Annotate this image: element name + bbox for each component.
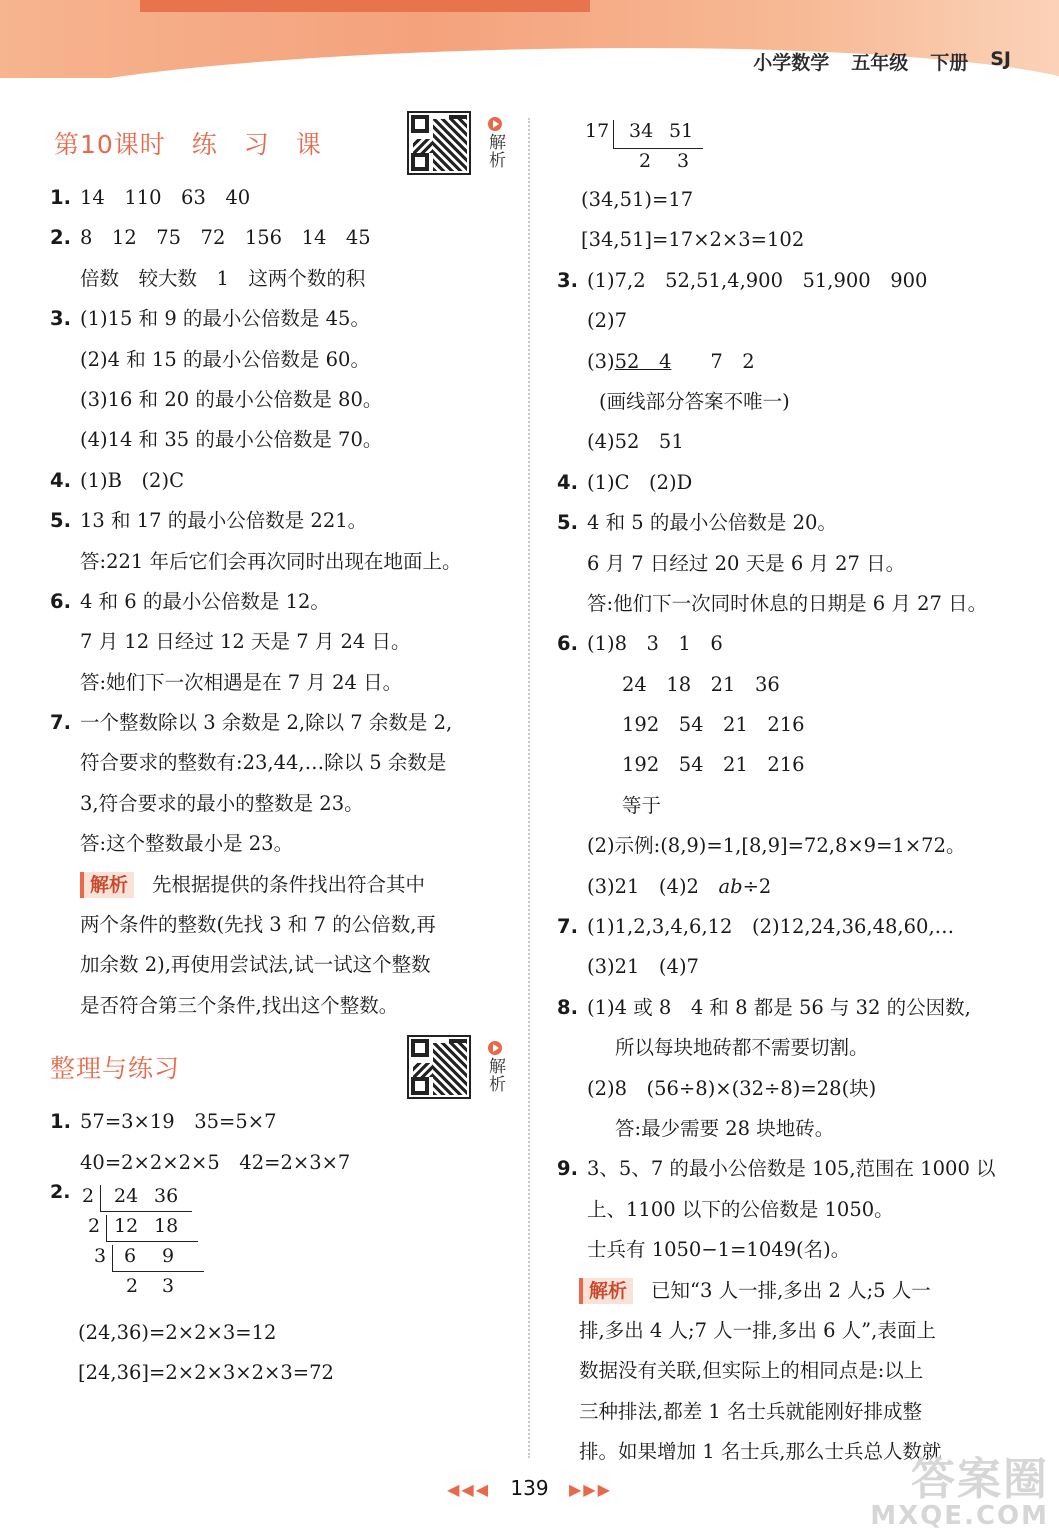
- answer-r6-d: 192 54 21 216: [622, 753, 805, 777]
- review-2-gcd: (24,36)=2×2×3=12: [78, 1320, 277, 1344]
- lcm-34-51: [34,51]=17×2×3=102: [581, 228, 805, 252]
- answer-r6-e: 等于: [622, 793, 662, 817]
- qr-analysis-link-2[interactable]: [407, 1035, 515, 1099]
- answer-r6-g: (3)21 (4)2 ab÷2: [587, 874, 772, 898]
- answer-7-c: 3,符合要求的最小的整数是 23。: [80, 791, 364, 815]
- right-arrows-icon: ▶▶▶: [568, 1480, 612, 1499]
- answer-r3-b: (2)7: [587, 309, 628, 333]
- review-1: 1. 57=3×19 35=5×7: [50, 1110, 277, 1134]
- answer-r3-note: (画线部分答案不唯一): [599, 389, 790, 413]
- answer-r9: 9. 3、5、7 的最小公倍数是 105,范围在 1000 以: [557, 1157, 996, 1181]
- analysis-7: 解析 先根据提供的条件找出符合其中: [50, 865, 515, 905]
- analysis-7-c: 加余数 2),再使用尝试法,试一试这个整数: [80, 953, 431, 977]
- answer-5-b: 答:221 年后它们会再次同时出现在地面上。: [80, 549, 462, 573]
- short-division-24-36: 2. 2 24 36 2 12 18 3 6 9 2 3: [50, 1183, 515, 1313]
- watermark: [870, 1454, 1049, 1531]
- review-1-b: 40=2×2×2×5 42=2×3×7: [80, 1150, 351, 1174]
- answer-r7-b: (3)21 (4)7: [587, 955, 699, 979]
- answer-r9-c: 士兵有 1050−1=1049(名)。: [587, 1238, 851, 1262]
- answer-6: 6. 4 和 6 的最小公倍数是 12。: [50, 589, 330, 613]
- answer-r6-f: (2)示例:(8,9)=1,[8,9]=72,8×9=1×72。: [587, 834, 966, 858]
- answer-2: 2. 8 12 75 72 156 14 45: [50, 226, 371, 250]
- section-2-title: 整理与练习: [50, 1054, 181, 1084]
- analysis-tag: 解析: [579, 1278, 633, 1304]
- answer-3-c: (3)16 和 20 的最小公倍数是 80。: [80, 387, 383, 411]
- answer-5: 5. 13 和 17 的最小公倍数是 221。: [50, 509, 368, 533]
- play-icon: [488, 117, 502, 131]
- page-number: 139: [510, 1476, 549, 1500]
- analysis-9-e: 排。如果增加 1 名士兵,那么士兵总人数就: [579, 1440, 942, 1464]
- answer-r3: 3. (1)7,2 52,51,4,900 51,900 900: [557, 268, 928, 292]
- analysis-9: 解析 已知“3 人一排,多出 2 人;5 人一: [557, 1271, 1017, 1311]
- answer-r6-b: 24 18 21 36: [622, 672, 780, 696]
- gcd-34-51: (34,51)=17: [581, 188, 694, 211]
- banner-accent: [140, 0, 590, 12]
- analysis-9-b: 排,多出 4 人;7 人一排,多出 6 人”,表面上: [579, 1318, 936, 1342]
- lesson-title: 第10课时 练 习 课: [54, 130, 322, 159]
- answer-r8-b: 所以每块地砖都不需要切割。: [615, 1036, 869, 1060]
- analysis-7-d: 是否符合第三个条件,找出这个整数。: [80, 993, 399, 1017]
- play-icon: [488, 1041, 502, 1055]
- section-2-header: [50, 1032, 515, 1102]
- subject: 小学数学: [753, 52, 830, 74]
- qr-label: 解析: [485, 133, 505, 169]
- answer-3-d: (4)14 和 35 的最小公倍数是 70。: [80, 428, 383, 452]
- analysis-9-c: 数据没有关联,但实际上的相同点是:以上: [579, 1359, 924, 1383]
- answer-6-b: 7 月 12 日经过 12 天是 7 月 24 日。: [80, 630, 411, 654]
- answer-4: 4. (1)B (2)C: [50, 468, 184, 492]
- qr-analysis-link[interactable]: [407, 111, 515, 175]
- qr-label: 解析: [485, 1057, 505, 1094]
- answer-r3-c: (3)52 4 7 2: [587, 349, 755, 373]
- qr-code-icon[interactable]: [407, 111, 471, 175]
- answer-r7: 7. (1)1,2,3,4,6,12 (2)12,24,36,48,60,…: [557, 915, 955, 939]
- watermark-text: 答案圈: [911, 1454, 1049, 1505]
- answer-r8-c: (2)8 (56÷8)×(32÷8)=28(块): [587, 1076, 877, 1100]
- watermark-url: MXQE.COM: [870, 1501, 1049, 1531]
- answer-3: 3. (1)15 和 9 的最小公倍数是 45。: [50, 307, 370, 331]
- answer-r5-c: 答:他们下一次同时休息的日期是 6 月 27 日。: [587, 591, 988, 615]
- book-info: [753, 48, 1011, 75]
- answer-r3-e: (4)52 51: [587, 430, 684, 454]
- answer-r4: 4. (1)C (2)D: [557, 470, 693, 494]
- answer-r6-c: 192 54 21 216: [622, 713, 805, 737]
- answer-1: 1. 14 110 63 40: [50, 186, 251, 209]
- volume: 下册: [930, 52, 969, 74]
- analysis-tag: 解析: [80, 872, 134, 898]
- answer-r8: 8. (1)4 或 8 4 和 8 都是 56 与 32 的公因数,: [557, 995, 971, 1019]
- column-divider: [528, 118, 530, 1458]
- answer-7-b: 符合要求的整数有:23,44,…除以 5 余数是: [80, 751, 447, 775]
- analysis-7-b: 两个条件的整数(先找 3 和 7 的公倍数,再: [80, 913, 436, 937]
- analysis-9-d: 三种排法,都差 1 名士兵就能刚好排成整: [579, 1399, 923, 1423]
- grade: 五年级: [851, 52, 909, 74]
- left-arrows-icon: ◀◀◀: [447, 1480, 491, 1499]
- lesson-header: [50, 108, 515, 178]
- answer-r9-b: 上、1100 以下的公倍数是 1050。: [587, 1197, 894, 1221]
- short-division-34-51: 17 34 51 2 3: [557, 108, 1017, 180]
- answer-3-b: (2)4 和 15 的最小公倍数是 60。: [80, 347, 370, 371]
- right-column: [557, 108, 1017, 1473]
- answer-r6: 6. (1)8 3 1 6: [557, 632, 723, 656]
- answer-r5-b: 6 月 7 日经过 20 天是 6 月 27 日。: [587, 551, 906, 575]
- review-2-lcm: [24,36]=2×2×3×2×3=72: [78, 1361, 334, 1385]
- left-column: [50, 108, 515, 1394]
- answer-r5: 5. 4 和 5 的最小公倍数是 20。: [557, 511, 837, 535]
- answer-7: 7. 一个整数除以 3 余数是 2,除以 7 余数是 2,: [50, 711, 453, 735]
- answer-6-c: 答:她们下一次相遇是在 7 月 24 日。: [80, 670, 403, 694]
- answer-r8-d: 答:最少需要 28 块地砖。: [615, 1116, 835, 1140]
- answer-7-d: 答:这个整数最小是 23。: [80, 832, 294, 856]
- answer-2-line2: 倍数 较大数 1 这两个数的积: [80, 266, 366, 290]
- edition: SJ: [990, 48, 1011, 70]
- qr-code-icon[interactable]: [407, 1035, 471, 1099]
